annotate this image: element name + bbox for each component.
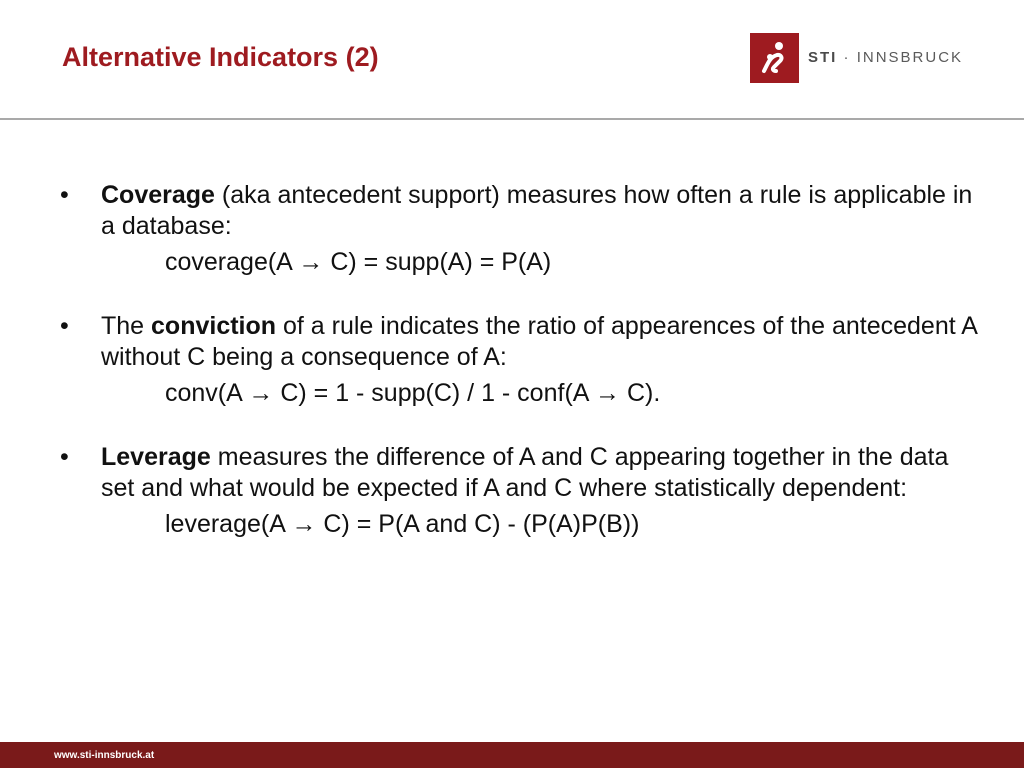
bullet-text bbox=[101, 442, 980, 504]
logo-separator: · bbox=[837, 49, 857, 66]
bullet-formula: conv(A → C) = 1 - supp(C) / 1 - conf(A → C). bbox=[165, 379, 661, 407]
bullet-description: of a rule indicates the ratio of appearences of the antecedent A without C being a consequence of A: bbox=[101, 312, 977, 371]
bullet-marker: • bbox=[60, 443, 69, 471]
logo-brand: STI bbox=[808, 49, 838, 66]
bullet-term: conviction bbox=[151, 312, 277, 340]
bullet-term: Leverage bbox=[101, 443, 211, 471]
footer-bar bbox=[0, 742, 1024, 768]
slide-content bbox=[60, 180, 980, 540]
bullet-marker: • bbox=[60, 181, 69, 209]
bullet-description: measures the difference of A and C appearing together in the data set and what would be expected if A and C where statistically dependent: bbox=[101, 443, 949, 502]
bullet-coverage bbox=[60, 180, 980, 278]
logo-mark-icon bbox=[750, 33, 799, 83]
slide-title: Alternative Indicators (2) bbox=[62, 42, 379, 72]
bullet-conviction bbox=[60, 311, 980, 409]
bullet-formula: leverage(A → C) = P(A and C) - (P(A)P(B)) bbox=[165, 510, 640, 538]
slide-header bbox=[0, 0, 1024, 118]
logo-name: INNSBRUCK bbox=[856, 49, 964, 66]
footer-url: www.sti-innsbruck.at bbox=[54, 750, 155, 761]
header-divider bbox=[0, 118, 1024, 120]
bullet-leverage bbox=[60, 442, 980, 540]
bullet-text bbox=[101, 180, 980, 242]
bullet-marker: • bbox=[60, 312, 69, 340]
bullet-formula: coverage(A → C) = supp(A) = P(A) bbox=[165, 248, 552, 276]
bullet-text bbox=[101, 311, 980, 373]
logo-wordmark bbox=[808, 49, 963, 66]
bullet-lead: The bbox=[101, 312, 152, 340]
bullet-term: Coverage bbox=[101, 181, 215, 209]
bullet-description: (aka antecedent support) measures how often a rule is applicable in a database: bbox=[101, 181, 973, 240]
